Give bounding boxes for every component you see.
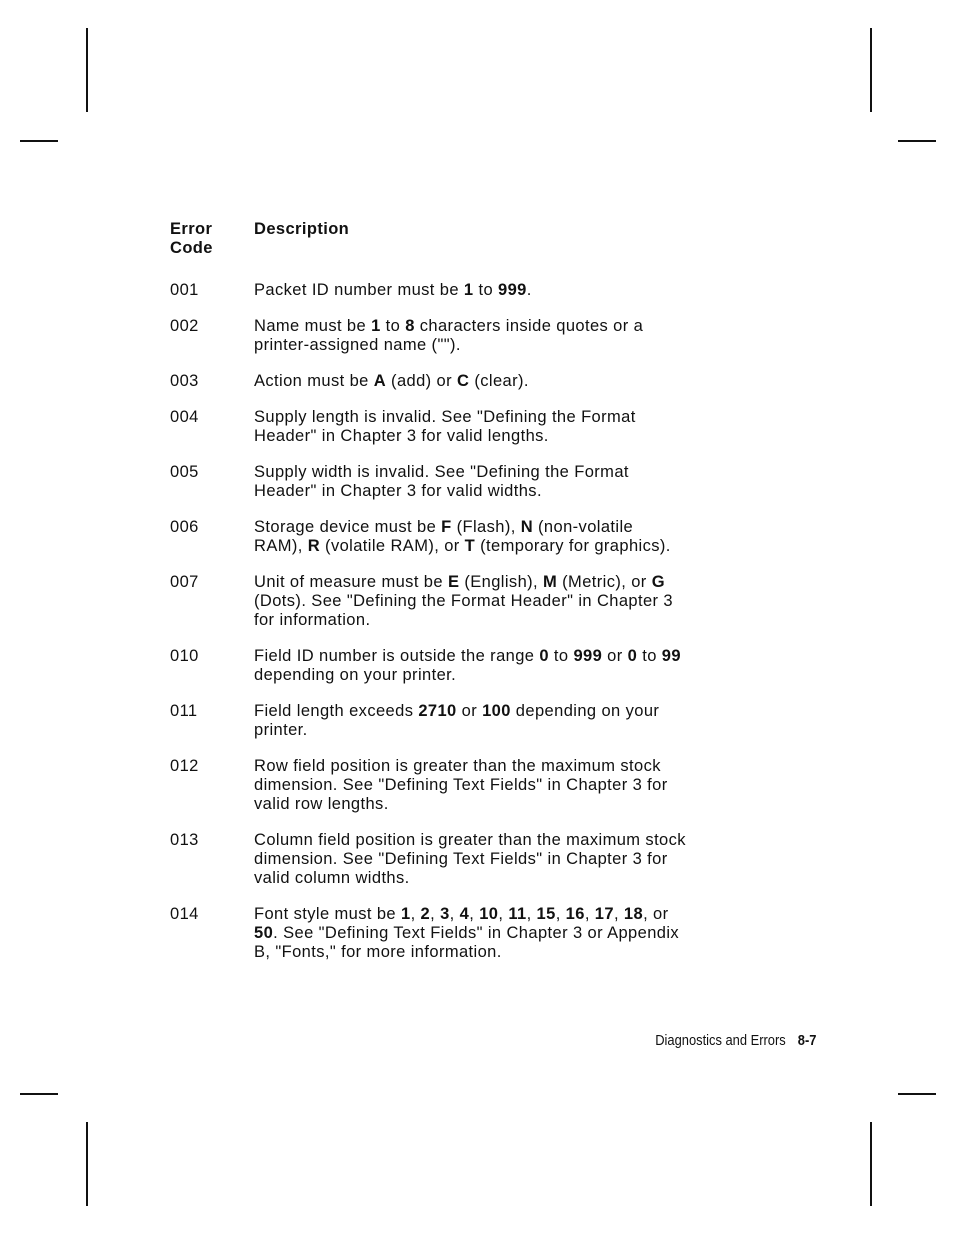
error-code: 006: [170, 518, 199, 536]
description-text: Unit of measure must be: [254, 573, 448, 591]
error-code: 011: [170, 702, 198, 720]
bold-value: 18: [623, 905, 644, 923]
bold-value: A: [373, 372, 387, 390]
error-code: 004: [170, 408, 199, 426]
description-text: to: [637, 647, 662, 665]
bold-value: E: [447, 573, 460, 591]
table-row: [170, 573, 750, 630]
crop-mark: [898, 1093, 936, 1095]
table-row: [170, 702, 750, 740]
description-text: (Dots). See "Defining the Format Header" in Chapter 3 for information.: [254, 592, 674, 629]
description-text: , or: [643, 905, 669, 923]
bold-value: M: [543, 573, 558, 591]
error-description: [254, 317, 750, 355]
crop-mark: [870, 28, 872, 112]
description-text: (add) or: [386, 372, 458, 390]
crop-mark: [86, 1122, 88, 1206]
error-code: 013: [170, 831, 199, 849]
bold-value: T: [464, 537, 476, 555]
table-row: [170, 317, 750, 355]
description-text: Field ID number is outside the range: [254, 647, 540, 665]
description-text: (volatile RAM), or: [320, 537, 465, 555]
description-text: Name must be: [254, 317, 372, 335]
error-description: [254, 905, 750, 962]
description-text: Packet ID number must be: [254, 281, 464, 299]
table-row: [170, 647, 750, 685]
bold-value: 0: [539, 647, 549, 665]
error-code-table: [170, 220, 750, 961]
table-row: [170, 463, 750, 501]
description-text: Row field position is greater than the maximum stock dimension. See "Defining Text Fields" in Chapter 3 for valid row lengths.: [254, 757, 668, 813]
description-text: ,: [449, 905, 460, 923]
description-text: . See "Defining Text Fields" in Chapter 3 or Appendix B, "Fonts," for more information.: [254, 924, 680, 961]
description-text: ,: [613, 905, 624, 923]
description-text: characters inside quotes or a printer-assigned name ("").: [254, 317, 644, 354]
description-text: Field length exceeds: [254, 702, 419, 720]
bold-value: F: [441, 518, 452, 536]
description-text: Storage device must be: [254, 518, 442, 536]
page-footer: [655, 1032, 816, 1049]
description-text: (English),: [459, 573, 544, 591]
description-text: (clear).: [469, 372, 529, 390]
error-description: [254, 463, 750, 501]
error-code: 007: [170, 573, 199, 591]
crop-mark: [20, 1093, 58, 1095]
table-row: [170, 372, 750, 391]
description-text: depending on your printer.: [254, 666, 457, 684]
description-text: to: [548, 647, 574, 665]
error-code: 014: [170, 905, 199, 923]
error-code: 002: [170, 317, 199, 335]
description-text: ,: [430, 905, 441, 923]
error-description: [254, 372, 750, 391]
bold-value: 999: [498, 281, 527, 299]
bold-value: G: [651, 573, 665, 591]
bold-value: 1: [463, 281, 474, 299]
bold-value: 99: [661, 647, 681, 665]
description-text: Supply length is invalid. See "Defining the Format Header" in Chapter 3 for valid lengths.: [254, 408, 636, 445]
description-text: or: [456, 702, 483, 720]
description-text: depending on your printer.: [254, 702, 660, 739]
description-text: (non-volatile RAM),: [254, 518, 634, 555]
description-text: (temporary for graphics).: [475, 537, 671, 555]
bold-value: 8: [405, 317, 415, 335]
table-row: [170, 518, 750, 556]
description-text: ,: [555, 905, 566, 923]
page-number: 8-7: [797, 1032, 816, 1049]
table-row: [170, 408, 750, 446]
bold-value: R: [307, 537, 321, 555]
bold-value: 16: [565, 905, 585, 923]
error-description: [254, 831, 750, 888]
bold-value: 50: [254, 924, 274, 942]
description-text: (Metric), or: [557, 573, 652, 591]
error-description: [254, 408, 750, 446]
table-row: [170, 281, 750, 300]
error-description: [254, 702, 750, 740]
description-text: ,: [469, 905, 480, 923]
table-row: [170, 757, 750, 814]
crop-mark: [20, 140, 58, 142]
table-header: [170, 220, 750, 258]
error-code: 005: [170, 463, 199, 481]
table-row: [170, 831, 750, 888]
error-code: 010: [170, 647, 199, 665]
footer-section-title: Diagnostics and Errors: [654, 1032, 786, 1049]
error-code: 003: [170, 372, 199, 390]
bold-value: 999: [573, 647, 603, 665]
bold-value: 3: [440, 905, 450, 923]
description-text: ,: [584, 905, 595, 923]
description-text: Font style must be: [254, 905, 401, 923]
error-description: [254, 281, 750, 300]
description-text: ,: [526, 905, 537, 923]
crop-mark: [86, 28, 88, 112]
bold-value: 1: [401, 905, 411, 923]
header-error-label: Error: [170, 220, 213, 238]
description-text: (Flash),: [451, 518, 521, 536]
description-text: ,: [410, 905, 421, 923]
header-description: Description: [254, 220, 350, 238]
crop-mark: [870, 1122, 872, 1206]
error-description: [254, 757, 750, 814]
error-description: [254, 573, 750, 630]
description-text: ,: [498, 905, 509, 923]
bold-value: 11: [508, 905, 527, 923]
description-text: Action must be: [254, 372, 374, 390]
description-text: to: [380, 317, 406, 335]
bold-value: 2710: [418, 702, 457, 720]
bold-value: 2: [420, 905, 431, 923]
bold-value: 4: [459, 905, 470, 923]
description-text: Column field position is greater than the maximum stock dimension. See "Defining Text Fields" in Chapter 3 for valid column widths.: [254, 831, 686, 887]
error-code: 001: [170, 281, 199, 299]
description-text: .: [526, 281, 532, 299]
header-error-code: [170, 220, 254, 258]
error-description: [254, 518, 750, 556]
error-description: [254, 647, 750, 685]
crop-mark: [898, 140, 936, 142]
error-code: 012: [170, 757, 199, 775]
table-row: [170, 905, 750, 962]
description-text: Supply width is invalid. See "Defining the Format Header" in Chapter 3 for valid widths.: [254, 463, 629, 500]
bold-value: N: [520, 518, 534, 536]
bold-value: 1: [371, 317, 381, 335]
description-text: to: [473, 281, 499, 299]
bold-value: 17: [594, 905, 614, 923]
description-text: or: [602, 647, 628, 665]
bold-value: C: [457, 372, 470, 390]
bold-value: 0: [627, 647, 638, 665]
header-code-label: Code: [170, 239, 213, 257]
bold-value: 100: [482, 702, 511, 720]
bold-value: 15: [536, 905, 556, 923]
bold-value: 10: [479, 905, 499, 923]
